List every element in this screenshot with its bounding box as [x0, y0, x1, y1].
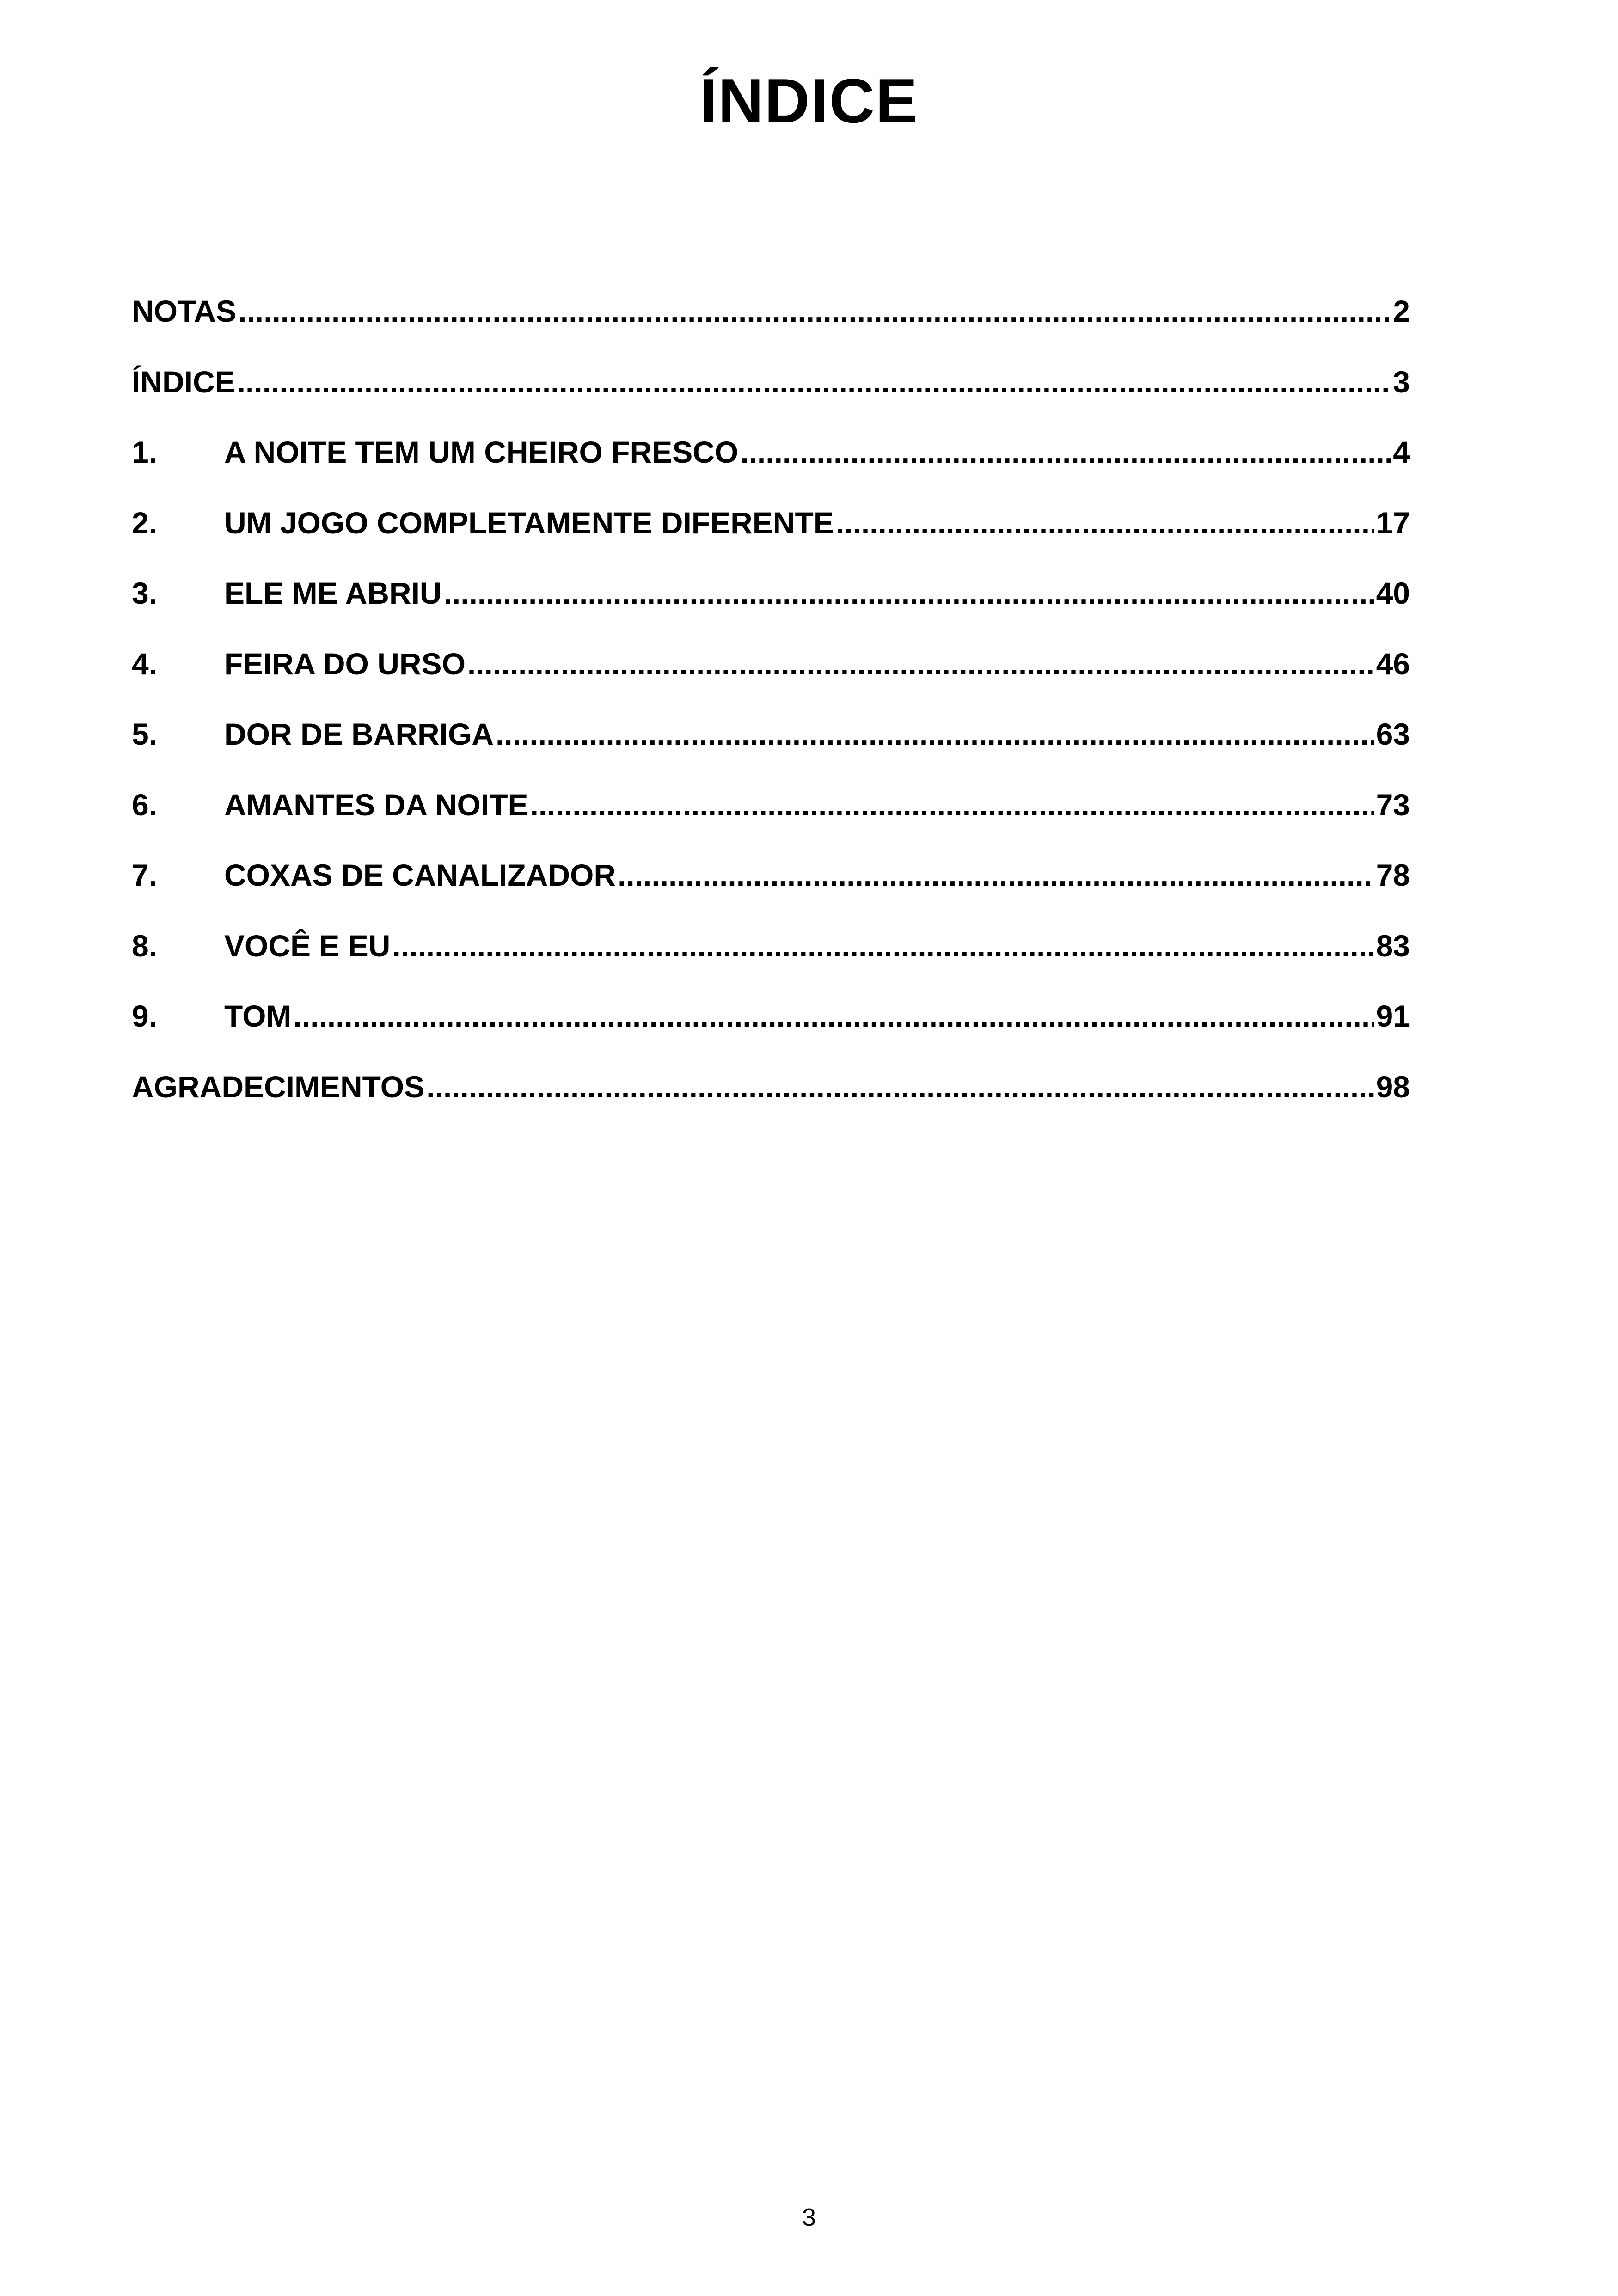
toc-entry-number: 2.	[132, 505, 158, 540]
toc-entry-chapter-7[interactable]	[132, 860, 1410, 931]
toc-dot-leader	[530, 790, 1374, 820]
toc-dot-leader	[293, 1001, 1374, 1031]
toc-entry-label: AGRADECIMENTOS	[132, 1069, 425, 1104]
toc-entry-page: 91	[1376, 999, 1410, 1033]
page-title: ÍNDICE	[699, 66, 919, 136]
toc-entry-label: FEIRA DO URSO	[224, 646, 466, 681]
toc-entry-number: 6.	[132, 787, 158, 822]
toc-entry-label: A NOITE TEM UM CHEIRO FRESCO	[224, 435, 739, 469]
toc-dot-leader	[496, 719, 1374, 749]
toc-entry-chapter-2[interactable]	[132, 505, 1410, 578]
toc-entry-chapter-9[interactable]	[132, 1001, 1410, 1071]
toc-dot-leader	[237, 367, 1391, 397]
toc-entry-page: 4	[1393, 435, 1410, 469]
page-number: 3	[802, 2204, 816, 2231]
toc-entry-label: VOCÊ E EU	[224, 928, 391, 963]
toc-dot-leader	[740, 437, 1391, 467]
toc-entry-label: ELE ME ABRIU	[224, 576, 442, 610]
toc-entry-page: 63	[1376, 717, 1410, 751]
toc-entry-chapter-3[interactable]	[132, 578, 1410, 649]
toc-entry-notas[interactable]	[132, 296, 1410, 367]
toc-entry-page: 83	[1376, 928, 1410, 963]
toc-entry-label: DOR DE BARRIGA	[224, 717, 494, 751]
toc-entry-agradecimentos[interactable]	[132, 1071, 1410, 1142]
toc-entry-page: 3	[1393, 364, 1410, 399]
toc-entry-number: 7.	[132, 858, 158, 892]
toc-entry-chapter-1[interactable]	[132, 437, 1410, 508]
toc-entry-label: AMANTES DA NOITE	[224, 787, 528, 822]
toc-entry-label: UM JOGO COMPLETAMENTE DIFERENTE	[224, 505, 834, 540]
toc-entry-page: 2	[1393, 294, 1410, 328]
toc-entry-number: 1.	[132, 435, 158, 469]
toc-entry-indice[interactable]	[132, 364, 1410, 437]
toc-entry-number: 4.	[132, 646, 158, 681]
toc-entry-page: 46	[1376, 646, 1410, 681]
toc-entry-chapter-4[interactable]	[132, 646, 1410, 719]
toc-dot-leader	[392, 931, 1374, 961]
toc-entry-number: 8.	[132, 928, 158, 963]
toc-entry-page: 98	[1376, 1069, 1410, 1104]
toc-dot-leader	[238, 296, 1391, 326]
toc-entry-chapter-6[interactable]	[132, 787, 1410, 860]
toc-entry-chapter-8[interactable]	[132, 928, 1410, 1001]
toc-entry-number: 3.	[132, 576, 158, 610]
table-of-contents	[132, 296, 1410, 1142]
toc-entry-chapter-5[interactable]	[132, 719, 1410, 790]
toc-dot-leader	[467, 649, 1374, 679]
toc-dot-leader	[836, 508, 1374, 538]
toc-entry-number: 5.	[132, 717, 158, 751]
toc-entry-page: 17	[1376, 505, 1410, 540]
toc-entry-label: NOTAS	[132, 294, 237, 328]
toc-entry-label: ÍNDICE	[132, 364, 235, 399]
toc-entry-label: TOM	[224, 999, 292, 1033]
toc-entry-label: COXAS DE CANALIZADOR	[224, 858, 616, 892]
toc-entry-page: 73	[1376, 787, 1410, 822]
toc-entry-page: 78	[1376, 858, 1410, 892]
toc-dot-leader	[618, 860, 1374, 890]
toc-dot-leader	[444, 578, 1374, 608]
toc-entry-number: 9.	[132, 999, 158, 1033]
toc-dot-leader	[426, 1071, 1374, 1102]
toc-entry-page: 40	[1376, 576, 1410, 610]
